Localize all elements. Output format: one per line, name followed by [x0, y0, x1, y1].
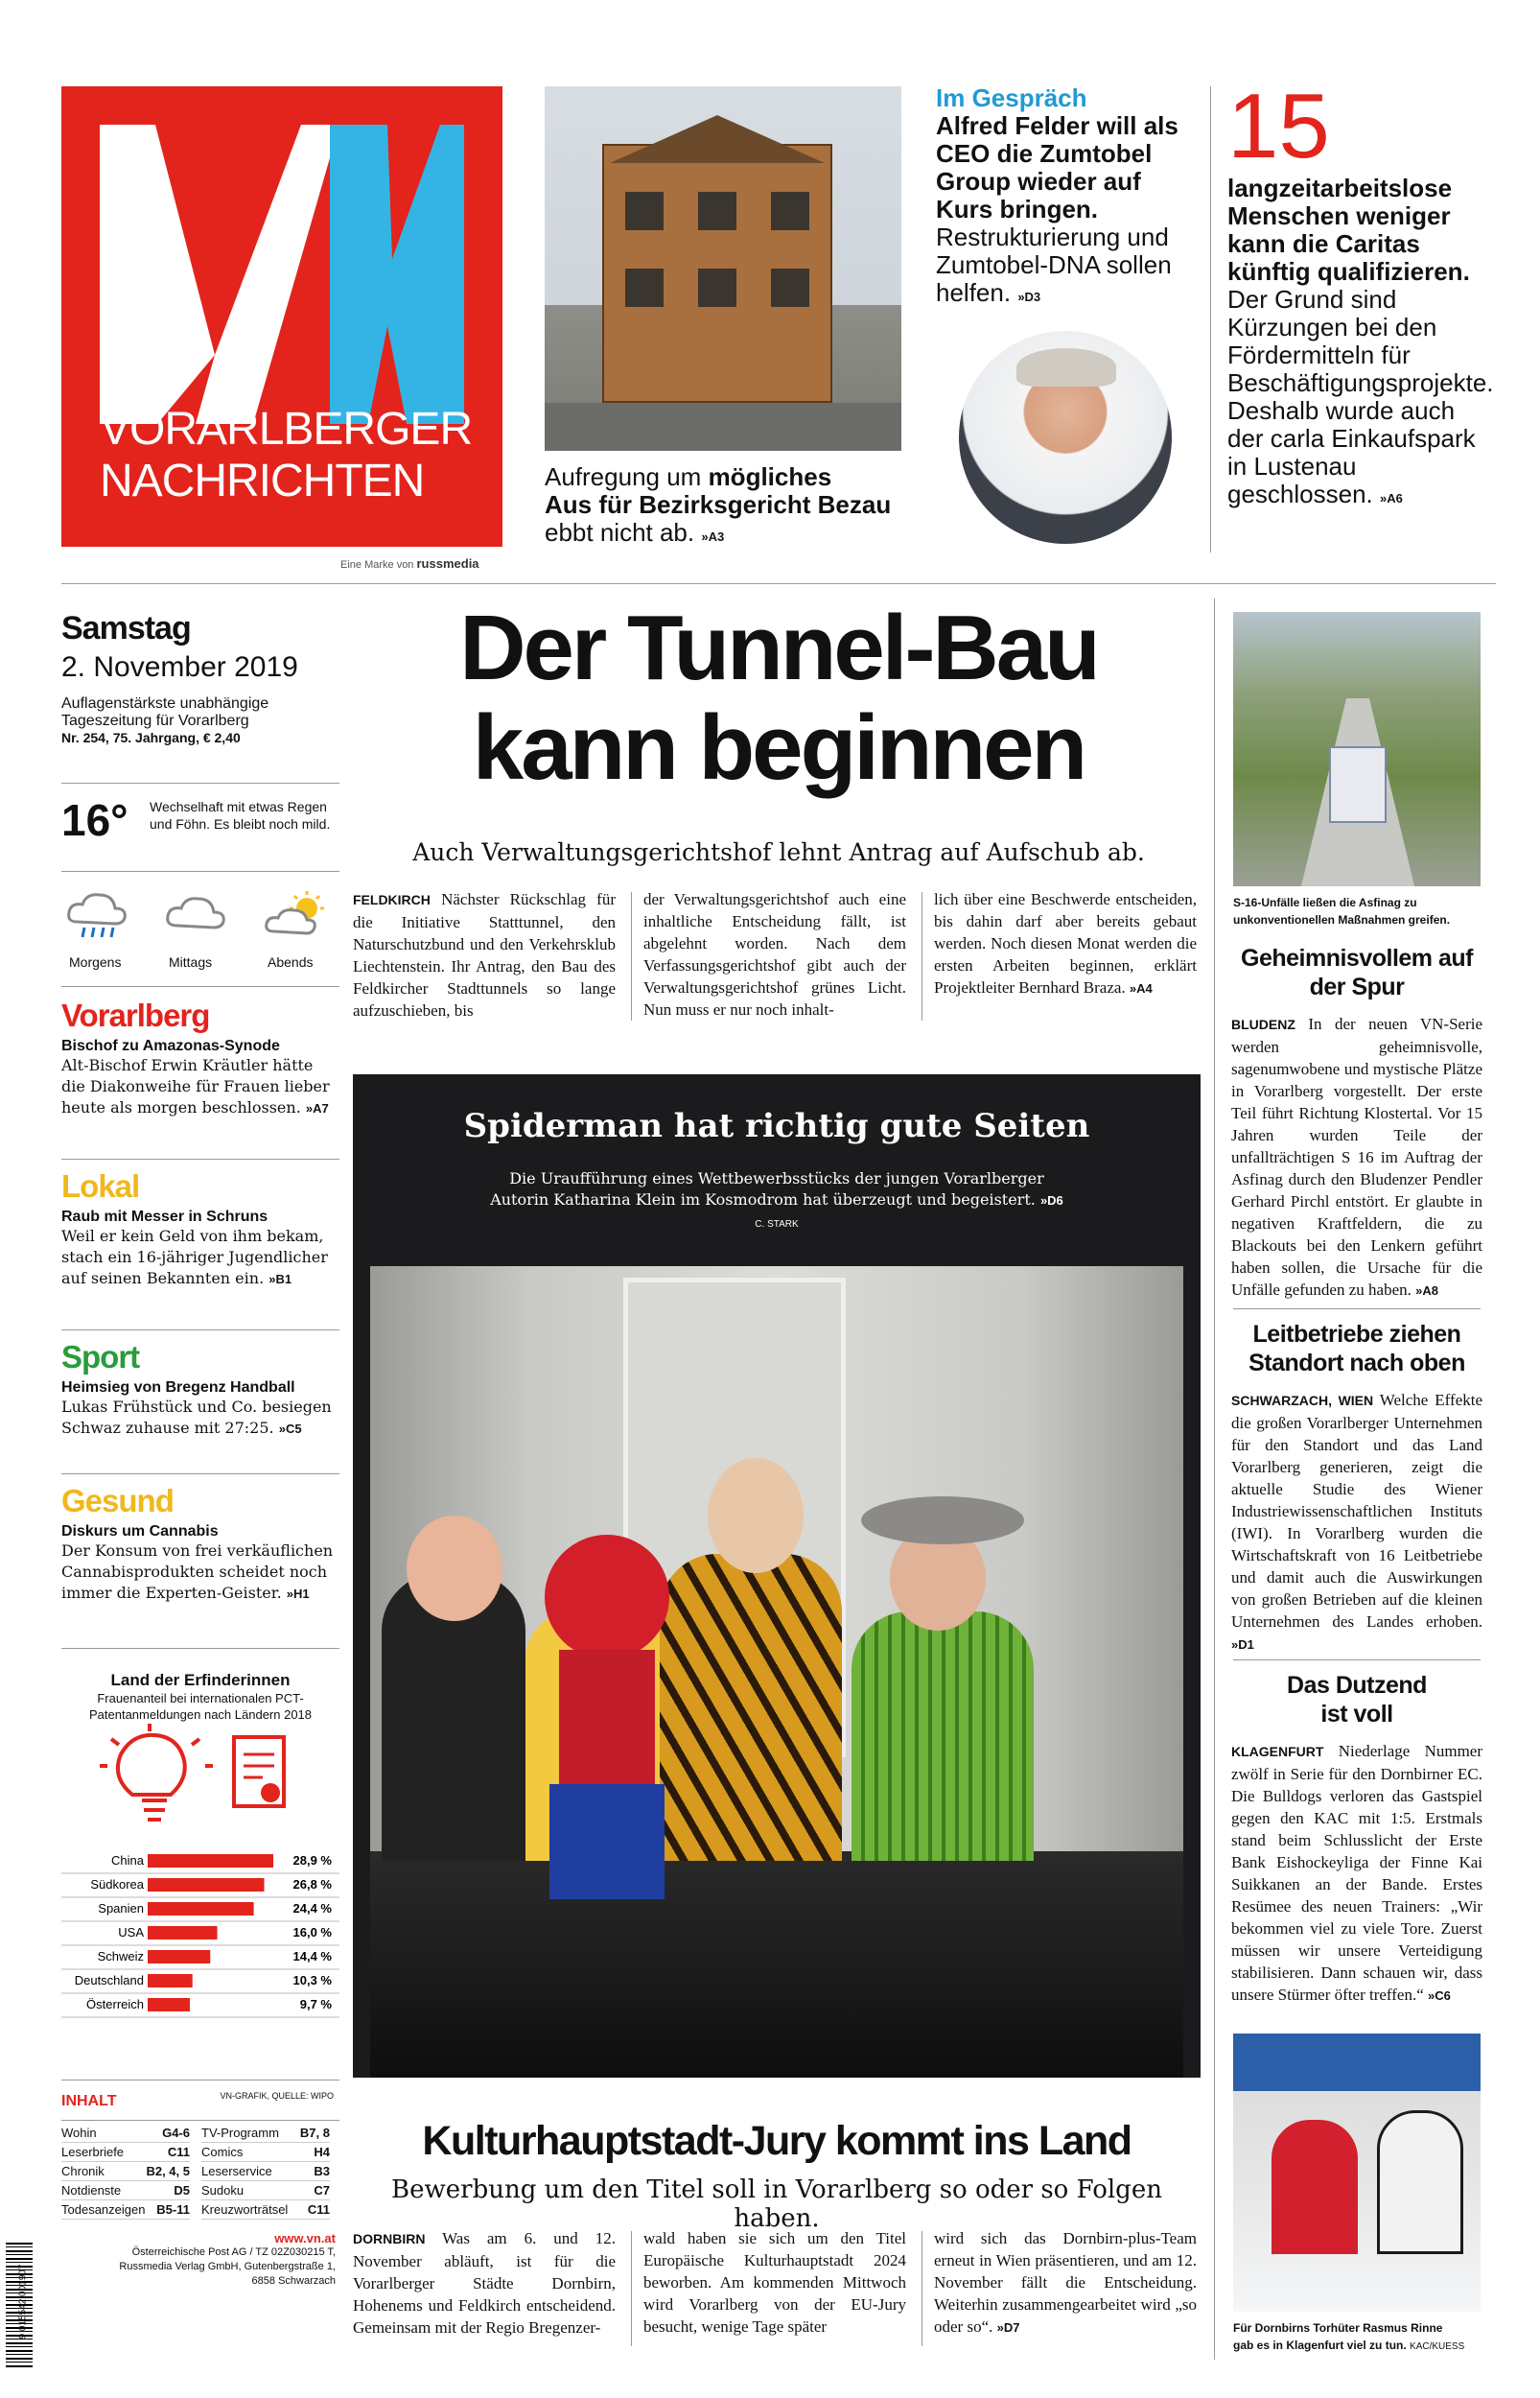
kultur-subheadline: Bewerbung um den Titel soll in Vorarlberg so oder so Folgen haben. — [391, 2175, 1162, 2233]
chart-value-label: 24,4 % — [292, 1901, 332, 1916]
hockey-photo[interactable] — [1233, 2034, 1481, 2312]
inhalt-item[interactable]: Leserbriefe C11 — [61, 2143, 190, 2162]
inhalt-item[interactable]: TV-Programm B7, 8 — [201, 2124, 330, 2143]
masthead-title-line1: VORARLBERGER — [100, 404, 473, 455]
chart-category-label: Spanien — [98, 1901, 144, 1916]
feature-title: Spiderman hat richtig gute Seiten — [463, 1107, 1090, 1145]
hockey-caption: Für Dornbirns Torhüter Rasmus Rinne gab es in Klagenfurt viel zu tun. KAC/KUESS — [1233, 2321, 1465, 2352]
green-figure — [852, 1611, 1034, 1861]
bezau-courthouse-photo[interactable] — [545, 86, 901, 451]
inhalt-item[interactable]: Notdienste D5 — [61, 2181, 190, 2200]
lead-subheadline: Auch Verwaltungsgerichtshof lehnt Antrag auf Aufschub ab. — [412, 838, 1145, 866]
chart-bar — [148, 1950, 210, 1963]
inhalt-item[interactable]: Comics H4 — [201, 2143, 330, 2162]
highway-caption: S-16-Unfälle ließen die Asfinag zu unkonventionellen Maßnahmen greifen. — [1233, 896, 1451, 927]
chart-bar — [148, 1878, 264, 1892]
caritas-teaser[interactable]: 15 langzeitarbeitslose Menschen weniger kann die Caritas künftig qualifizieren. Der Grund sind Kürzungen bei den Fördermitteln für Beschäftigungsprojekte. Deshalb wurde auch der carla Einkaufspark in Lustenau geschlossen. »A6 — [1227, 75, 1494, 508]
chart-category-label: China — [111, 1853, 144, 1868]
sun-cloud-icon — [263, 887, 339, 945]
article-geheimnisvoll[interactable]: Geheimnisvollem auf der Spur BLUDENZ In der neuen VN-Serie werden geheimnisvolle, sagenumwobene und mystische Plätze in Vorarlberg vorgestellt. Der erste Teil führt Richtung Klostertal. Vor 15 Jahren wurden Teile der unfallträchtigen S 16 im Auftrag der Asfinag durch den Bludenzer Pendler Gerhard Pirchl entstört. Er glaubte in negativen Kraftfeldern, die zu Blackouts bei den Lenkern geführt haben sollen, die Ursache für die Unfälle gefunden zu haben. »A8 — [1231, 945, 1482, 1299]
dateline-date: 2. November 2019 — [61, 651, 298, 683]
weather-text: Wechselhaft mit etwas Regen und Föhn. Es bleibt noch mild. — [150, 799, 331, 832]
cloud-icon — [162, 887, 239, 945]
imprint: www.vn.at Österreichische Post AG / TZ 02Z030215 T, Russmedia Verlag GmbH, Gutenbergstraße 1, 6858 Schwarzach — [105, 2231, 336, 2289]
barcode-number: 9 015542 001907 — [17, 2264, 29, 2339]
inventor-illustration — [100, 1724, 301, 1829]
section-lokal[interactable]: Lokal Raub mit Messer in Schruns Weil er kein Geld von ihm bekam, stach ein 16-jähriger Jugendlicher auf seinen Bekannten ein. »B1 — [61, 1168, 339, 1290]
chart-value-label: 14,4 % — [292, 1949, 332, 1963]
section-title: Lokal — [61, 1168, 140, 1204]
spiderman-figure — [545, 1535, 669, 1659]
spiderman-photo-feature[interactable] — [353, 1074, 1201, 2078]
section-gesund[interactable]: Gesund Diskurs um Cannabis Der Konsum von frei verkäuflichen Cannabisprodukten scheidet noch immer die Experten-Geister. »H1 — [61, 1483, 339, 1605]
chart-subtitle: Frauenanteil bei internationalen PCT-Patentanmeldungen nach Ländern 2018 — [88, 1691, 313, 1722]
chart-category-label: USA — [118, 1925, 144, 1940]
section-title: Gesund — [61, 1483, 174, 1518]
caritas-number: 15 — [1227, 75, 1330, 177]
chart-category-label: Deutschland — [74, 1973, 144, 1987]
chart-bar — [148, 1974, 193, 1987]
section-vorarlberg[interactable]: Vorarlberg Bischof zu Amazonas-Synode Alt-Bischof Erwin Kräutler hätte die Diakonweihe für Frauen lieber heute als morgen beschlossen. »A7 — [61, 998, 339, 1119]
masthead-logo[interactable] — [61, 86, 502, 547]
section-title: Sport — [61, 1339, 140, 1375]
chart-bar — [148, 1854, 273, 1868]
weather-temp: 16° — [61, 795, 128, 845]
chart-category-label: Südkorea — [90, 1877, 144, 1892]
chart-category-label: Schweiz — [97, 1949, 144, 1963]
inhalt-list-right — [201, 2124, 330, 2220]
interview-headline: Alfred Felder will als CEO die Zumtobel Group wieder auf Kurs bringen. — [936, 111, 1178, 223]
felder-portrait-photo — [959, 331, 1172, 544]
article-dutzend[interactable]: Das Dutzend ist voll KLAGENFURT Niederlage Nummer zwölf in Serie für den Dornbirner EC. Die Bulldogs verloren das Gastspiel gegen den KAC mit 1:5. Erstmals stand beim Schlusslicht der Erste Bank Eishockeyliga der Finne Kai Suikkanen an der Bande. Erstes Resümee des neuen Trainers: „Wir bekommen viel zu viele Tore. Zuerst müssen wir unsere Verteidigung stabilisieren. Dann schauen wir, dass unsere Stürmer öfter treffen.“ »C6 — [1231, 1672, 1482, 2004]
chart-value-label: 16,0 % — [292, 1925, 332, 1940]
inhalt-heading: INHALT — [61, 2093, 117, 2109]
interview-teaser[interactable]: Im Gespräch Alfred Felder will als CEO die Zumtobel Group wieder auf Kurs bringen. Restrukturierung und Zumtobel-DNA sollen helfen. »D3 — [936, 84, 1195, 311]
highway-photo[interactable] — [1233, 612, 1481, 886]
stage-floor — [370, 1851, 1183, 2078]
masthead-title-line2: NACHRICHTEN — [100, 456, 425, 506]
section-sport[interactable]: Sport Heimsieg von Bregenz Handball Lukas Frühstück und Co. besiegen Schwaz zuhause mit 27:25. »C5 — [61, 1339, 339, 1440]
tiger-figure — [660, 1554, 842, 1861]
inhalt-item[interactable]: Chronik B2, 4, 5 — [61, 2162, 190, 2181]
kultur-headline[interactable]: Kulturhauptstadt-Jury kommt ins Land — [422, 2118, 1132, 2164]
chart-source: VN-GRAFIK, QUELLE: WIPO — [220, 2091, 334, 2101]
rain-cloud-icon — [61, 887, 138, 945]
dateline: Samstag 2. November 2019 Auflagenstärkste unabhängige Tageszeitung für Vorarlberg Nr. 254, 75. Jahrgang, € 2,40 — [61, 610, 349, 745]
feature-text: Die Uraufführung eines Wettbewerbsstücks der jungen Vorarlberger Autorin Katharina Klein im Kosmodrom hat überzeugt und begeistert. »D6 C. STARK — [490, 1169, 1063, 1230]
chart-category-label: Österreich — [86, 1997, 144, 2011]
chart-value-label: 10,3 % — [292, 1973, 332, 1987]
article-headline: Leitbetriebe ziehen Standort nach oben — [1248, 1321, 1465, 1376]
chart-value-label: 26,8 % — [292, 1877, 332, 1892]
inhalt-item[interactable]: Leserservice B3 — [201, 2162, 330, 2181]
bar-chart — [61, 1844, 339, 2083]
inhalt-item[interactable]: Sudoku C7 — [201, 2181, 330, 2200]
dateline-day: Samstag — [61, 610, 191, 647]
inhalt-list-left — [61, 2124, 190, 2220]
article-headline: Das Dutzend ist voll — [1287, 1672, 1427, 1728]
interview-kicker: Im Gespräch — [936, 83, 1087, 112]
lead-headline[interactable]: Der Tunnel-Bau kann beginnen — [459, 597, 1098, 799]
article-headline: Geheimnisvollem auf der Spur — [1241, 945, 1473, 1000]
article-leitbetriebe[interactable]: Leitbetriebe ziehen Standort nach oben SCHWARZACH, WIEN Welche Effekte die großen Vorarlberger Unternehmen für den Standort und das Land Vorarlberg generieren, zeigt die aktuelle Studie des Wiener Industriewissenschaftlichen Instituts (IWI). In Vorarlberg wurden die Wirtschaftskraft von 16 Leitbetriebe und damit auch die Auswirkungen von großen Betrieben auf die kleinen Unternehmen des Landes erhoben. »D1 — [1231, 1321, 1483, 1652]
bezau-teaser[interactable]: Aufregung um mögliches Aus für Bezirksgericht Bezau ebbt nicht ab. »A3 — [545, 462, 892, 547]
brand-line: Eine Marke von russmedia — [340, 556, 479, 571]
chart-bar — [148, 1902, 254, 1916]
patent-chart — [61, 1671, 339, 2112]
chart-bar — [148, 1998, 190, 2011]
chart-value-label: 9,7 % — [299, 1997, 332, 2011]
site-link[interactable]: www.vn.at — [274, 2231, 336, 2245]
weather-periods: Morgens Mittags Abends — [61, 887, 349, 974]
inhalt-item[interactable]: Todesanzeigen B5-11 — [61, 2200, 190, 2220]
chart-title: Land der Erfinderinnen — [110, 1671, 291, 1689]
chart-value-label: 28,9 % — [292, 1853, 332, 1868]
inhalt-item[interactable]: Wohin G4-6 — [61, 2124, 190, 2143]
inhalt-item[interactable]: Kreuzworträtsel C11 — [201, 2200, 330, 2220]
chart-bar — [148, 1926, 218, 1940]
section-title: Vorarlberg — [61, 998, 210, 1033]
